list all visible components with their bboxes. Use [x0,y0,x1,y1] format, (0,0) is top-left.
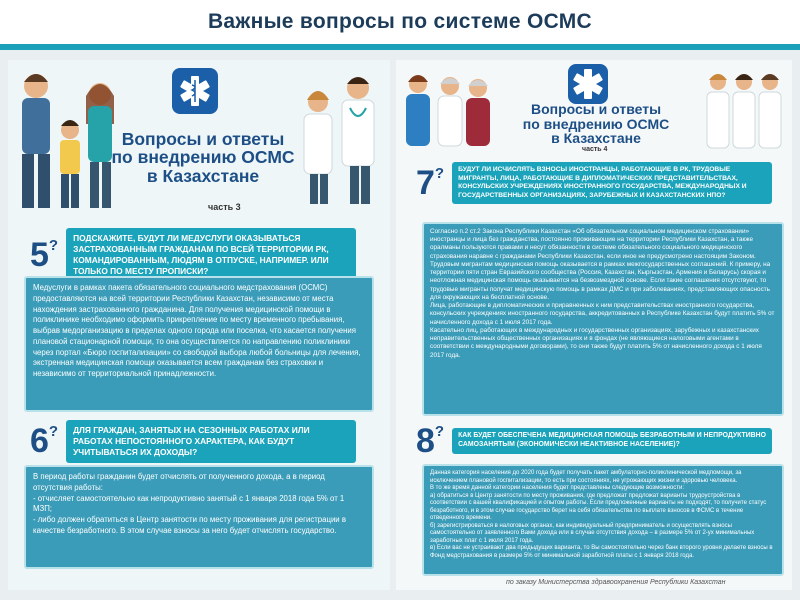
question-7-header [416,162,772,204]
question-number: 6? [30,422,59,461]
answer-7-box [422,222,784,416]
question-5-text: ПОДСКАЖИТЕ, БУДУТ ЛИ МЕДУСЛУГИ ОКАЗЫВАТЬСЯ ЗАСТРАХОВАННЫМ ГРАЖДАНАМ ПО ВСЕЙ ТЕРРИТОРИИ РК, КОМАНДИРОВАННЫМ, ЛЮДЯМ В ОТПУСКЕ, НАПРИМЕР. ИЛИ ТОЛЬКО ПО МЕСТУ ПРОПИСКИ? [66,228,356,282]
poster-part-4 [396,60,792,590]
answer-7-line: Касательно лиц, работающих в международных и государственных организациях, зарубежных и казахстанских неправительственных общественных организациях и в фондах (не являющиеся налоговыми агентами в соответствии с международными договорами), то они также будут платить 5% от начисленного дохода с 1 июля 2017 года. [430,326,762,359]
answer-8-box [422,464,784,576]
poster-title-line: по внедрению ОСМС [522,115,670,132]
poster-title-line: по внедрению ОСМС [111,147,295,168]
answer-6-line: - отчисляет самостоятельно как непродуктивно занятый с 1 января 2018 года 5% от 1 МЗП; [33,493,345,514]
answer-8-line: В то же время данной категории населения будет представлены следующие возможности: [430,485,684,491]
question-number: 7? [416,164,445,203]
footer-note: по заказу Министерства здравоохранения Республики Казахстан [506,579,726,586]
doctors-illustration [702,64,788,152]
question-number: 5? [30,235,59,274]
elderly-family-illustration [400,64,496,150]
question-8-header [416,424,772,458]
answer-7-line: Лица, работающие в дипломатических и приравненных к ним представительствах иностранного государства, консульских учреждениях иностранного государства, аккредитованных в Республике Казахстан будут платить 5% от начисленного дохода с 1 июля 2017 года. [430,302,775,326]
doctors-illustration [298,68,384,208]
poster-title [496,102,696,146]
answer-8-line: б) зарегистрироваться в налоговых органах, как индивидуальный предприниматель и осуществлять взносы самостоятельно от заявленного Вами дохода или в случае отсутствия дохода – в размере 5% от 2-ух минимальных заработных плат с 1 июля 2017 года. [430,522,755,544]
poster-title-line: в Казахстане [146,165,260,186]
osms-logo [172,68,218,114]
question-7-text: БУДУТ ЛИ ИСЧИСЛЯТЬ ВЗНОСЫ ИНОСТРАНЦЫ, РАБОТАЮЩИЕ В РК, ТРУДОВЫЕ МИГРАНТЫ, ЛИЦА, РАБОТАЮЩИЕ В ДИПЛОМАТИЧЕСКИХ ПРЕДСТАВИТЕЛЬСТВАХ, КОНСУЛЬСКИХ УЧРЕЖДЕНИЯХ ИНОСТРАННОГО ГОСУДАРСТВА, МЕЖДУНАРОДНЫХ И ГОСУДАРСТВЕННЫХ ОРГАНИЗАЦИЯХ, ЗАРУБЕЖНЫХ И КАЗАХСТАНСКИХ НПО? [452,162,772,204]
poster-title-line: в Казахстане [551,130,641,147]
poster-title [108,130,298,185]
question-number: 8? [416,422,445,460]
poster-title-line: Вопросы и ответы [530,101,662,117]
family-illustration [14,64,118,214]
question-6-text: ДЛЯ ГРАЖДАН, ЗАНЯТЫХ НА СЕЗОННЫХ РАБОТАХ ИЛИ РАБОТАХ НЕПОСТОЯННОГО ХАРАКТЕРА, КАК БУДУТ УЧИТЫВАТЬСЯ ИХ ДОХОДЫ? [66,420,356,463]
answer-6-line: В период работы гражданин будет отчислять от полученного дохода, а в период отсутствия работы: [33,472,325,492]
star-of-life-icon [571,67,605,101]
question-8-text: КАК БУДЕТ ОБЕСПЕЧЕНА МЕДИЦИНСКАЯ ПОМОЩЬ БЕЗРАБОТНЫМ И НЕПРОДУКТИВНО САМОЗАНЯТЫМ (ЭКОНОМИЧЕСКИ НЕАКТИВНОЕ НАСЕЛЕНИЕ)? [452,428,772,454]
poster-title-line: Вопросы и ответы [121,129,285,149]
answer-8-line: Данная категория населения до 2020 года будет получать пакет амбулаторно-поликлинической медпомощи, за исключением плановой госпитализации, то есть при состояниях, не угрожающих жизни и здоровью человека. [430,470,742,484]
answer-5-box [24,276,374,412]
slide-title-bar [0,0,800,50]
answer-5-text: Медуслуги в рамках пакета обязательного социального медстрахования (ОСМС) предоставляются на всей территории Республики Казахстан, независимо от места нахождения застрахованного гражданина. Для получения медицинской помощи в поликлинике необходимо оформить прикрепление по месту временного пребывания, выбрав медорганизацию в пределах одного города или поселка, что касается получения плановой стационарной помощи, то она осуществляется по направлению поликлиники через портал «Бюро госпитализации» со свободой выбора любой больницы для лечения, экстренная медицинская помощи оказывается всем гражданам без страховки и независимо от территориальной принадлежности. [33,283,361,378]
answer-8-line: а) обратиться в Центр занятости по месту проживания, где предложат предложат варианты трудоустройства в соответствии с вашей квалификацией и опытом работы. Если предложенные варианты не подходят, то получите статус безработного, и в этом случае государство берет на себя обязательства по выплате взносов в ФСМС в течение отведенного времени. [430,492,767,521]
question-6-header [30,420,356,463]
answer-6-line: - либо должен обратиться в Центр занятости по месту проживания для регистрации в качестве безработного. В этом случае взносы за него будет отчислять государство. [33,515,346,535]
osms-logo [568,64,608,104]
star-of-life-icon [178,74,212,108]
slide-title: Важные вопросы по системе ОСМС [207,10,593,33]
part-label: часть 4 [582,146,608,153]
answer-6-box [24,465,374,569]
answer-7-line: Согласно п.2 ст.2 Закона Республики Казахстан «Об обязательном социальном медицинском страховании» иностранцы и лица без гражданства, постоянно проживающие на территории Республики Казахстан, а также оралманы пользуются правами и несут обязанности в системе обязательного социального медицинского страхования наравне с гражданами Республики Казахстан, если иное не предусмотрено настоящим Законом. Трудовым мигрантам медицинская помощь оказывается в рамках межгосударственных соглашений. К примеру, на территории пяти стран Евразийского сообщества (Россия, Казахстан, Кыргызстан, Армения и Беларусь) скорая и неотложная медицинская помощь оказывается на безвозмездной основе. Если такие соглашения отсутствуют, то трудовые мигранты получат медицинскую помощь в рамках ДМС и при заболеваниях, представляющих опасность для окружающих на бесплатной основе. [430,228,771,301]
part-label: часть 3 [208,202,241,212]
answer-8-line: в) Если вас не устраивают два предыдущих варианта, то Вы самостоятельно через банк второго уровня делаете взносы в Фонд медстрахования в размере 5% от минимальной заработной платы с 1 января 2018 года. [430,545,773,559]
poster-part-3 [8,60,390,590]
question-5-header [30,228,356,282]
